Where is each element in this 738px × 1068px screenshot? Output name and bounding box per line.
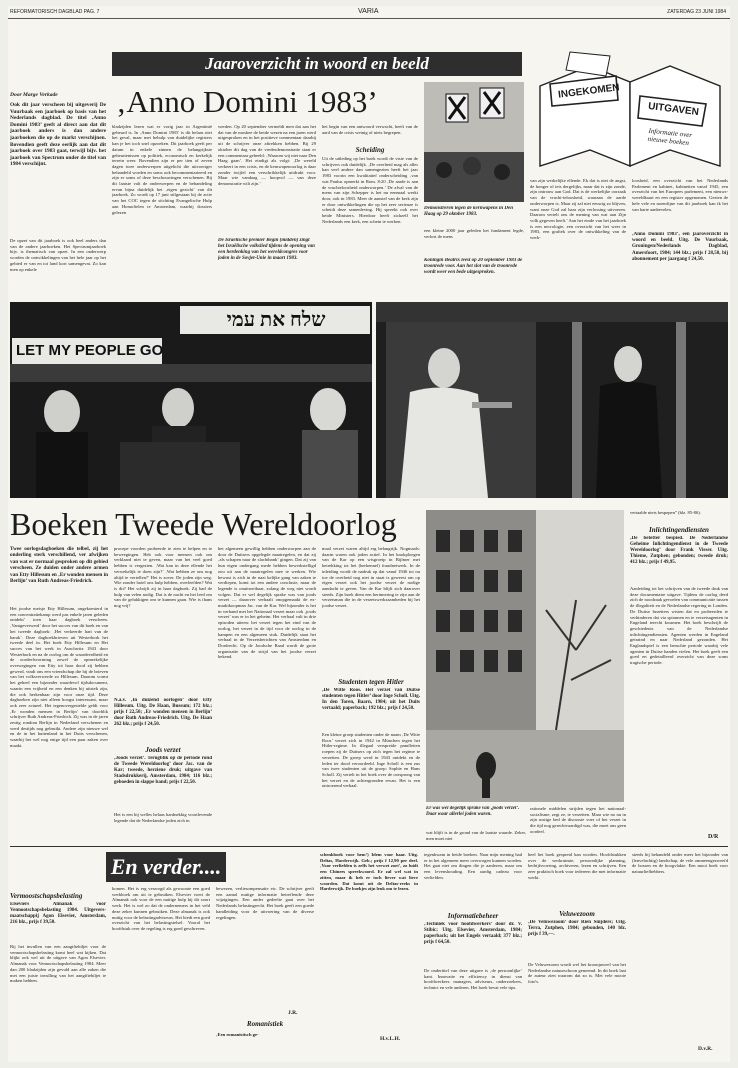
top-reference: ‚Anno Domini 1983’, een jaaroverzicht in woord en beeld. Uitg. De Vuurbaak, Groningen/Nederlands Dagblad, Amersfoort, 1984; 144 blz.; prijs f 28,50, bij abonnement per jaargang f 24,50.	[632, 232, 728, 262]
middle-intro: Twee oorlogsdagboeken die telbel, zij het onderling sterk verschillend, ver afwijken van wat er normaal gesproken op dit gebied verscheen. Ze duiden onder andere armen van Etty Hillesum en ‚Er wonden mensen in Berlijn’ van Ruth Andreas-Friedrich.	[10, 546, 108, 585]
top-caption-2: Demonstreren tegen de kernwapens in Den Haag op 29 oktober 1983.	[424, 206, 514, 217]
header-section: VARIA	[358, 8, 379, 15]
middle-col6: rationele middelen strijden tegen het nationaal-socialisme, zegt ze, te verzetten. Maar wie no nu in zijn rustige bed de discussie voer of het verzet in die tijd nog gerechtvaardigd was, die moet ons geen oordeel.	[530, 806, 626, 834]
bottom-subhead-informatiebeheer: Informatiebeheer	[447, 912, 499, 920]
bottom-col3: bewezen, verliesompensatie etc. De schrijver geeft een aantal nuttige informatie betreffende deze wijzigingen. Een ander gedeelte gaat over het Nederlands belastingrecht. Het boek geeft een goede handleiding voor de uitvoering van de diverse regelingen.	[216, 886, 314, 920]
newspaper-page	[8, 6, 730, 1062]
middle-col1: Het joodse meisje Etty Hillesum, ongekoesterd in een concentratiekamp werd pas enkele jaren geleden ontdekt’ toen haar dagboek verscheen. ‚Vantgeverwerd’ door het succes van dit boek en van het tweede dagboek: ‚Het verkeerde hart van de barak’. Deze dagboekbrieven uit Westerbork het tweede deel in. Het boek Etty Hillesum en Het succes van het werk in Auschwitz 1943 door Westerbork en na de oorlog om de waardeerdheid en de oordeelsvorming zowel de opmerkelijke overwegingen van Etty tot haar dood zij hebben gewerd, vindt ons een vriendschap die hij de brieven van het volksverwerde zo Hillesum. Daarom vormt het geheel een bijzonder waardevol tijdsdocument, waarin een vrijheid en een denken bij uitstek zijn, die ook herkenbaar zijn voor onze tijd. Deze dagboeken zijn niet alleen hoogst interessant, maar ook zeer actueel. Het tegenovergestelde geldt voor ‚Er wonden mensen in Berlijn’ van doorblik schrijver Ruth Andreas-Friedrich. Zij was in de jaren zestig rondom Berlijn in Nederland verschenen en werd destijds nog gebruikt. Andere zijn nieuwe wel en de in het buitenland in het Duits verschenen, waarbij het wel nog enige tijd een paar zaken over maakt.	[10, 606, 108, 748]
bottom-ref-informatiebeheer: ‚Techniek voor hoofdwerkers’ door dr. V. Stibic; Uitg. Elsevier, Amsterdam, 1984; paperback; uit het Engels vertaald; 377 blz.; prijs f 64,50.	[424, 922, 522, 945]
bottom-banner-text: En verder....	[110, 854, 222, 879]
middle-col4: maal verzet waren altijd erg belangrijk. Nogmaals: daarin waren ook joden actief. In het knokploegen van de Kar op een wisgroeip in Bijlmer met betrekking tot het (herkennel) fraudnetwerk. In de inleiding wordt de nadruk op dat vanaf 1946 tot nu toe de overheid nog niet in staat is geweest om op eigen verzet ook het joodse verzet de nodige aandacht te geven. Van de Kar blijft zich daarover steeds. Zijn boek dient een herinnering te zijn aan de verzetsman die in de verzetswerkzaamheden bij het joodse verzet.	[322, 546, 420, 609]
top-col1: De opzet van dit jaarboek is ook heel anders dan van de andere jaarboeken. Het Spectrumjaarboek bijv. is thematisch van opzet. In een onderwerp worden de ontwikkelingen van het hele jaar op het gebied er van en tot land kort samengevat. Zo kan men op enkele	[10, 238, 106, 272]
top-banner	[112, 52, 522, 76]
bottom-col1: Bij het invullen van een aangiftebiljet voor de vennootschapsbelasting komt heel wat kijken. Dat blijkt ook wel uit de uitgave van Agon Elsevier. Almanak voor Vennootschapsbelasting 1984. Meer dan 200 bladzijden zijn gevuld aan alle zaken die met een juiste invulling van het aangiftebiljet te maken hebben.	[10, 944, 106, 984]
header-date: ZATERDAG 23 JUNI 1984	[667, 9, 726, 15]
top-col4b: Uit de uitleding op het boek wordt de visie van de schrijvers ook duidelijk. ‚De overheid mag als alles kan veel andere dan samengezien heeft het jaar 1983 voorin een kwalitatief onderscheiding ‚van wat Paulus opmerkt in Rom. 8:20 ‚De aarde is aan de vruchteloosheid onderworpen.’ De afval van de mens van zijn Schepper is het nu eenmaal werkt door, ook in 1983. Meer de aanstel van de kerk zijn er door ontwikkelingen die op het zeer serieuze is scheidt deze samenleving. Hij spreekt ook over beide Ministers. Hierdoor heeft zichzelf het Nederlands een kerk, een schein te werken.	[322, 156, 418, 224]
top-banner-text: Jaaroverzicht in woord en beeld	[205, 54, 429, 73]
bottom-subhead-veluwezoom: Veluwezoom	[559, 910, 595, 918]
bottom-sig-dvr: D.v.R.	[698, 1046, 713, 1052]
bottom-col5: tegenkwam in beide boeken. Naar mijn mening had er in het algemeen meer overwogen kunnen worden. Het gaat niet om dingen die je aanleren, maar om een levenshouding. Een aardig cadeau voor verliefden.	[424, 852, 522, 880]
bottom-ref-veluwezoom: ‚De Veluwezoom’ door Rien Snijders; Uitg. Terra, Zutphen, 1984; gebonden, 140 blz. prijs f 39,—.	[528, 920, 626, 937]
photo-amsterdam-street	[426, 510, 624, 802]
top-col6: van zijn werkelijke ellende. Ek dat is niet de angst, de honger of iets dergelijks, maar dat is zijn zonde, zijn ontrouw aan God. Dat is de werkelijke oorzaak van de vrucht-teloosheid, waaraan de aarde onderworpen is. Maar zij zal niet eeuwig zo blijven, want onze God zal haar zijn verlossing uitvoeren. Daarom vertelt ons de mening van wat aan Zijn volk gegeven heeft.’ Aan het einde van het jaarboek is een necrologie, een overzicht van het weer in 1983, een grafiek over de ontwikkeling van de werk-	[530, 178, 626, 241]
books-note: Informatie over nieuwe boeken	[647, 126, 693, 148]
top-headline: ‚Anno Domini 1983’	[116, 84, 378, 119]
bottom-col2: komen. Het is erg verzorgd als gewoonte een goed werkboek om uit te gebruiken. Elsevier voert de Almanak ook voor de een nuttige hulp bij dit soort werk. Het is wel zo dat de ondernemers in het veld deze zeker kunnen gebruiken. Deze almanak is ook nuttig voor de belastingadviseurs. Het biedt een goed overzicht van het belastingstelsel. Vooral het hoofdstuk over de regeling is erg goed geschreven.	[112, 886, 210, 931]
books-label-uitgaven: UITGAVEN	[647, 100, 700, 119]
middle-col7: vertaalde niets bespepen” (blz. 85-86).	[630, 510, 701, 515]
middle-ref-witte-roos: ‚De Witte Roos. Het verzet van Duitse studenten tegen Hitler’ door Inge Scholl. Uitg. In den Toren, Baarn, 1984; uit het Duits vertaald; paperback; 192 blz.; prijs f 24,50.	[322, 688, 420, 711]
top-subhead-scheiding: Scheiding	[355, 146, 385, 154]
bottom-col3b: ‚Een romanistisch ge-	[216, 1032, 259, 1037]
bottom-ref-vennootschap: Elseviers Almanak voor Vennootschapsbelasting 1984. Uitgevers-maatschappij Agon Elsevier, Amsterdam, 216 blz., prijs f 39,50.	[10, 902, 106, 925]
top-col3: werden. Op 20 september vermeldt men dat aan het dat van de moskee de beide wezen na een jaren werd uitgesproken en in het positieve commentaar daarbij uit de schrijver onze aftrekken hebben. Bij 29 oktober dit dag van de vredesdemonstratie staat er een commentaar geheeld: ‚Waarom wij niet naar Den Haag gaan’. Het eindigt als volgt: ‚De wereld verkeert in een crisis, en de kernwapenoorlog is daar zonder twijfel een verschrikkelijk uitdrukt voor. Maar wie vandaag — hoopvol — van deze demonstratie wilt zijn.’	[218, 124, 316, 187]
middle-signature: D/R	[708, 834, 719, 840]
page-header	[8, 6, 730, 19]
top-col2: bladzijden lezen wat er vorig jaar in Argentinië gebeurd is. In ‚Anno Domini 1983’ is dit helaas niet het geval, maar met behulp van duidelijke registers kan je het toch snel opzoeken. Dit jaarboek geeft per datum in enkele zinnen de belangrijkste gebeurtenissen op politiek, economisch en kerkelijk terrein weer. Bovendien zijn er per tien of zeven dagen twee onderwerpen uitgelicht die uitvoeriger behandeld worden en soms ook becommentarieerd en zijn er soms of deze beschouwingen verschenen. Bij dit laatste valt de onderwerpen en de behandeling ervan bijna duidelijk het ‚eigen gezicht’ van dit jaarboek. Zo wordt op 17 juni stilgestaan bij de actie van het COC tegen de stichting Evangelische Hulp aan Homofielen te Amsterdam, waarbij dossiers gelezen	[112, 124, 212, 215]
top-col7: loosheid, een overzicht van het Nederlands Parlement en kabinet, kabinetten vanaf 1945, een overzicht van het Europees parlement, een nieuws-wereldkaart en een register opgenomen. Gezien de hele vele en noemfijne van dit jaarboek kan ik het van harte aanbevelen.	[632, 178, 728, 212]
middle-col2b: Het is een bij welles helaas hardnekkig voortlevende legende dat de Nederlandse joden zich in	[114, 812, 212, 823]
bottom-col6: heel het boek gespreid kan worden. Hoofdstukken over de werkruimte, persoonlijke planning, bedrijfsvoering, archiveren, lezen en schrijven. Een zeer praktisch boek voor iedereen die met informatie werkt.	[528, 852, 626, 880]
photo-begin-congress	[10, 302, 372, 498]
top-author: Door Marge Verkade	[10, 92, 58, 98]
middle-ref-hillesum: N.a.v. ‚In duizend oorlogen’ door Etty Hillesum. Uitg. De Haan, Bussum; 172 blz.; prijs f 22,50; ‚Er wonden mensen in Berlijn’ door Ruth Andreas-Friedrich. Uitg. De Haan 262 blz.; prijs f 24,50.	[114, 698, 212, 727]
top-intro: Ook dit jaar verscheen bij uitgeverij De Vuurbaak een jaarboek op basis van het Nederlands dagblad. De titel ‚Anno Domini 1983’ geeft al direct aan dat dit jaarboek anders is dan andere jaarboeken die op de markt verschijnen. Bovendien geeft deze eerlijk aan dat dit jaarboek over 1983 gaat, terwijl bijv. het jaarboek van Spectrum onder de titel van 1984 verschijnt.	[10, 102, 106, 168]
photo-demonstration	[424, 82, 524, 202]
bottom-col6b: De Veluwezoom wordt wel het kroonjuweel van het Nederlandse natuurschoon genoemd. In dit boek laat de auteur zien waarom dat zo is. Met vele mooie foto's.	[528, 962, 626, 985]
bottom-subhead-vennootschap: Vermoostschapsbelasting	[10, 892, 83, 900]
middle-subhead-inlichtingen: Inlichtingendiensten	[649, 526, 709, 534]
bottom-sig-jr: J.R.	[288, 1010, 298, 1016]
top-col5: een kleine 2000 jaar geleden het fundament legde, verlost de mens	[424, 228, 524, 239]
books-label-ingekomen: INGEKOMEN	[557, 82, 621, 101]
top-caption-3: Koningin Beatrix leest op 20 september 1983 de troonrede voor. Aan het slot van de troonrede wordt weer een bede uitgesproken.	[424, 258, 523, 275]
divider	[10, 846, 728, 847]
bottom-sig-hvlh: H.v.L.H.	[380, 1036, 401, 1042]
sign-let-my-people-go: LET MY PEOPLE GO	[16, 342, 164, 359]
bottom-col4: schenkboek voor hem’) Idem voor haar. Uitg. Deltas, Harderwijk. Geb.; prijs f 12,90 per deel. ‚Voor verliefden is zelfs het verwet zoet’, zo luidt een Chinees spreekwoord. Er zal wel wat in zitten, maar ik heb er toch liever wat lieve woorden. Dat komt uit de Deltas-reeks in Harderwijk. De boekjes zijn leuk om te lezen.	[320, 852, 418, 892]
middle-headline: Boeken Tweede Wereldoorlog	[10, 506, 397, 542]
bottom-col5b: De ondertitel van deze uitgave is ‚de persoonlijke’ kant. Innovatie en efficiency in dienst van hoofdwerkers: managers, adviseurs, onderzoekers, technici en vele anderen. Het boek bevat vele tips.	[424, 968, 522, 991]
sign-hebrew: שלח את עמי	[226, 309, 326, 331]
middle-subhead-joods-verzet: Joods verzet	[145, 746, 181, 754]
middle-col7b: Aanleiding tot het schrijven van de tweede druk van deze documentaire uitgave. Tijdens de oorlog deed zich de noodzaak gevoelen van communicatie tussen de illegaliteit en de Nederlandse regering in Londen. De Duitse bezetters wisten dat en probeerden te verhinderen dat via spionnen en te verzetsagenten in Engeland terecht kwamen. Het boek beschrijft de geschiedenis van de Nederlandse inlichtingendiensten. Agenten werden in Engeland getraind en naar Nederland gezonden. Het Englandspiel is een beruchte periode waarbij vele agenten in Duitse handen vielen. Het boek geeft een goed en gedetailleerd overzicht van deze soms tragische periode.	[630, 586, 728, 666]
middle-caption: Er was wel degelijk sprake van ‚joods verzet’. Daar waar allerlei joden waren.	[426, 806, 520, 817]
bottom-subhead-romanistiek: Romanistiek	[246, 1020, 284, 1028]
middle-col3: het algemeen gewillig hebben onderworpen aan de door de Duitsers opgelegde maatregelen, en dat zij ‚als schapen naar de slachtbank’ gingen. Dat zij van hun eigen ondergang mede hebben bewerkstelligd zou uit aan de maatregelen mee te werken. Wie bewust is zich in de nazi kelijke gang van zaken te verdiepen, komt tot een andere conclusie, maar de legende is onuitroeibaar, zolang de weg niet wordt volgen. Dat er wel degelijk sprake was van joods verzet — daarover verhaalt onopgemaakt de ex-marktkoopman Jac. van de Kar. Wel bijzonder is het in verband met het Nationaal verzet maar ook ‚joods verzet’ was er in het geheim. Het verhaal valt in drie episoden uiteen: het verzet tegen het eind van de oorlog, het verzet in de tijd voor de oorlog in de kampen en een algemeen stuk. Duidelijk staat het verhaal in de Verzetsberichten van Amsterdam en Dordrecht. Op de Joodsche Raad wordt de grote organisatie van de strijd van het joodse verzet bekend.	[218, 546, 316, 660]
middle-ref-inlichtingen: ‚De betetter bespied. De Nederlandse Geheime Inlichtingendienst in de Tweede Wereldoorlog’ door Frank Visser. Uitg. Thieme, Zutphen; gebonden; tweede druk; 412 blz.; prijs f 49,95.	[630, 536, 728, 565]
middle-col2: procepe voorden probeerde te zien te helpen en te beweegingen. Heb ook voor mensen ook om verklaard niet te geven, maar van het veel goed hebben is vergezien. ‚Wat kan in deze ellende het verwekelijk te doen zijn?’ ‚Wat hebben ze ons nog altijd te vertellen?’ Het is zover. De joden zijn weg. Wie zonder hotel ons hulp hebben, overleefden? Wat is dit? Het schrijft zij in haar dagboek. Zij had de hulp van velen nodig. Dat is de nacht en het leed om van de gelukkigen om te kunnen gaan. Wie is thans nog vrij?	[114, 546, 212, 609]
bottom-col7: steeds bij behandeld onder meer het bijzonder van (lenvelachtig) landschap, de vele ommeengezweefd de bossen en de hoogvlakte. Een mooi boek voor natuurliefhebbers.	[632, 852, 728, 875]
top-col4: het begin van een antwoord verwacht, heeft van de aard van de crisis weinig of niets begrepen.	[322, 124, 418, 135]
photo-queen-beatrix	[376, 302, 728, 498]
middle-col5: wat blijft is in de grond van de laatste waarde. Zeker, men moet niet	[426, 830, 526, 841]
top-caption-1: De Israëlische premier Begin (midden) zingt het Israëlische volkslied tijdens de opening van een herdenking van het wereldcongres voor joden in de Sovjet-Unie in maart 1983.	[218, 238, 315, 261]
header-left: REFORMATORISCH DAGBLAD PAG. 7	[10, 9, 100, 15]
bottom-banner	[106, 852, 226, 882]
books-graphic	[530, 46, 728, 174]
middle-subhead-studenten: Studenten tegen Hitler	[338, 678, 404, 686]
middle-col4b: Een kleine groep studenten onder de naam ‚De Witte Roos’ verzet zich in 1942 in München tegen het Hitler-regime. In illegaal verspreide pamfletten roepen zij de Duitsers op zich tegen het regime te verzetten. De groep werd in 1943 ontdekt en de leden ter dood veroordeeld. Inge Scholl is een zus van twee studenten uit de groep: Sophie en Hans Scholl. Zij vertelt in het boek over de oorsprong van het verzet en de achtergronden ervan. Het is een ontroerend verhaal.	[322, 732, 420, 789]
middle-ref-joods-verzet: ‚Joods verzet’. Terugblik op de periode rond de Tweede Wereldoorlog’ door Jac. van de Kar; tweede, herziene druk; uitgave van Stadsdrukkerij, Amsterdam, 1984; 116 blz.; geboeden in slappe band; prijs f 22,50.	[114, 756, 212, 785]
